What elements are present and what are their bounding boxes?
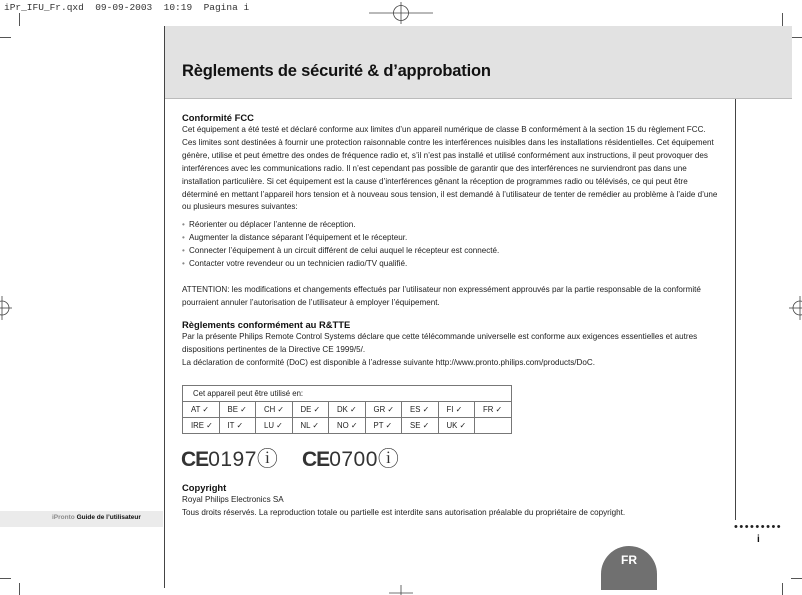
rtte-heading: Règlements conformément au R&TTE [182,318,351,330]
country-cell: FR ✓ [475,402,512,418]
left-margin-rule [164,26,165,588]
main-content [182,112,722,370]
country-cell: LU ✓ [256,418,293,434]
fcc-body: Cet équipement a été testé et déclaré conforme aux limites d’un appareil numérique de classe B conformément à la section 15 du règlement FCC. Ces limites sont destinées à fournir une protection raisonnable contre les interférences nuisibles dans les installations résidentielles. Cet équipement génère, utilise et peut émettre des ondes de fréquence radio et, s’il n’est pas installé et utilisé conformément aux instructions, il peut provoquer des interférences avec les communications radio. Il n’est cependant pas possible de garantir que des interférences ne surviendront pas dans une installation particulière. Si cet équipement est la cause d’interférences gênant la réception de programmes radio ou télévisés, ce qui peut être déterminé en mettant l’appareil hors tension et à nouveau sous tension, il est demandé à l’utilisateur de tenter de remédier au problème à l’aide d’une ou plusieurs mesures suivantes: [182,125,718,212]
crop-mark-bottom-right-h [791,578,802,579]
country-cell: IRE ✓ [183,418,220,434]
page-number: i [757,534,760,545]
list-item: • Réorienter ou déplacer l’antenne de réception. [182,219,722,232]
rtte-body: Par la présente Philips Remote Control Systems déclare que cette télécommande universelle est conforme aux exigences essentielles et autres dispositions pertinentes de la Directive CE 1999/5/. [182,331,698,354]
copyright-company: Royal Philips Electronics SA [182,495,284,504]
copyright-notice: Tous droits réservés. La reproduction totale ou partielle est interdite sans autorisation préalable du propriétaire de copyright. [182,507,626,517]
country-cell: DE ✓ [292,402,329,418]
table-row [183,402,512,418]
registration-mark-top [369,2,433,24]
countries-table [182,385,512,434]
country-cell: IT ✓ [219,418,256,434]
slug-filename: iPr_IFU_Fr.qxd [4,2,84,13]
country-cell: DK ✓ [329,402,366,418]
country-cell: CH ✓ [256,402,293,418]
registration-mark-bottom [385,585,417,595]
country-cell: PT ✓ [365,418,402,434]
list-item: • Augmenter la distance séparant l’équipement et le récepteur. [182,232,722,245]
dotted-leader: ••••••••• [734,521,783,533]
ce-mark-0700 [302,443,399,473]
country-cell: GR ✓ [365,402,402,418]
rtte-doc-link[interactable]: La déclaration de conformité (DoC) est disponible à l’adresse suivante http://www.pronto.philips.com/products/DoC. [182,357,595,367]
alert-icon: ⓘ [377,448,400,471]
ce-logo: CE [302,448,330,471]
country-cell: BE ✓ [219,402,256,418]
language-tab: FR [601,546,657,590]
crop-mark-bottom-right-v [782,583,783,595]
right-margin-rule [735,98,736,520]
list-item: • Connecter l’équipement à un circuit différent de celui auquel le récepteur est connecté. [182,245,722,258]
country-cell: NL ✓ [292,418,329,434]
slug-line [4,2,249,13]
list-item: • Contacter votre revendeur ou un technicien radio/TV qualifié. [182,258,722,271]
footer-label [52,514,141,521]
countries-table-header: Cet appareil peut être utilisé en: [183,386,512,402]
registration-mark-right [789,296,802,320]
header-divider [165,98,792,99]
crop-mark-top-left-v [19,13,20,26]
slug-date: 09-09-2003 [95,2,153,13]
alert-icon: ⓘ [256,448,279,471]
country-cell: FI ✓ [438,402,475,418]
ce-mark-0197 [181,443,278,473]
table-row [183,418,512,434]
country-cell-empty [475,418,512,434]
crop-mark-bottom-left-h [0,578,11,579]
country-cell: NO ✓ [329,418,366,434]
slug-time: 10:19 [163,2,193,13]
copyright-heading: Copyright [182,482,227,493]
slug-page-label: Pagina i [203,2,250,13]
brand-name: iPronto [52,514,75,521]
crop-mark-bottom-left-v [19,583,20,595]
crop-mark-top-left-h [0,37,11,38]
crop-mark-top-right-h [791,37,802,38]
fcc-attention: ATTENTION: les modifications et changements effectués par l’utilisateur non expressément approuvés par la partie responsable de la conformité pourraient annuler l’autorisation de l’utilisateur à employer l’équipement. [182,284,701,307]
ce-notified-body: 0197 [208,448,257,471]
copyright-section [182,482,742,520]
country-cell: UK ✓ [438,418,475,434]
country-cell: AT ✓ [183,402,220,418]
registration-mark-left [0,296,12,320]
fcc-heading: Conformité FCC [182,112,254,123]
guide-label: Guide de l’utilisateur [76,514,141,521]
crop-mark-top-right-v [782,13,783,26]
country-cell: SE ✓ [402,418,439,434]
page-title: Règlements de sécurité & d’approbation [182,62,491,80]
fcc-measures-list [182,219,722,271]
ce-logo: CE [181,448,209,471]
country-cell: ES ✓ [402,402,439,418]
ce-notified-body: 0700 [329,448,378,471]
